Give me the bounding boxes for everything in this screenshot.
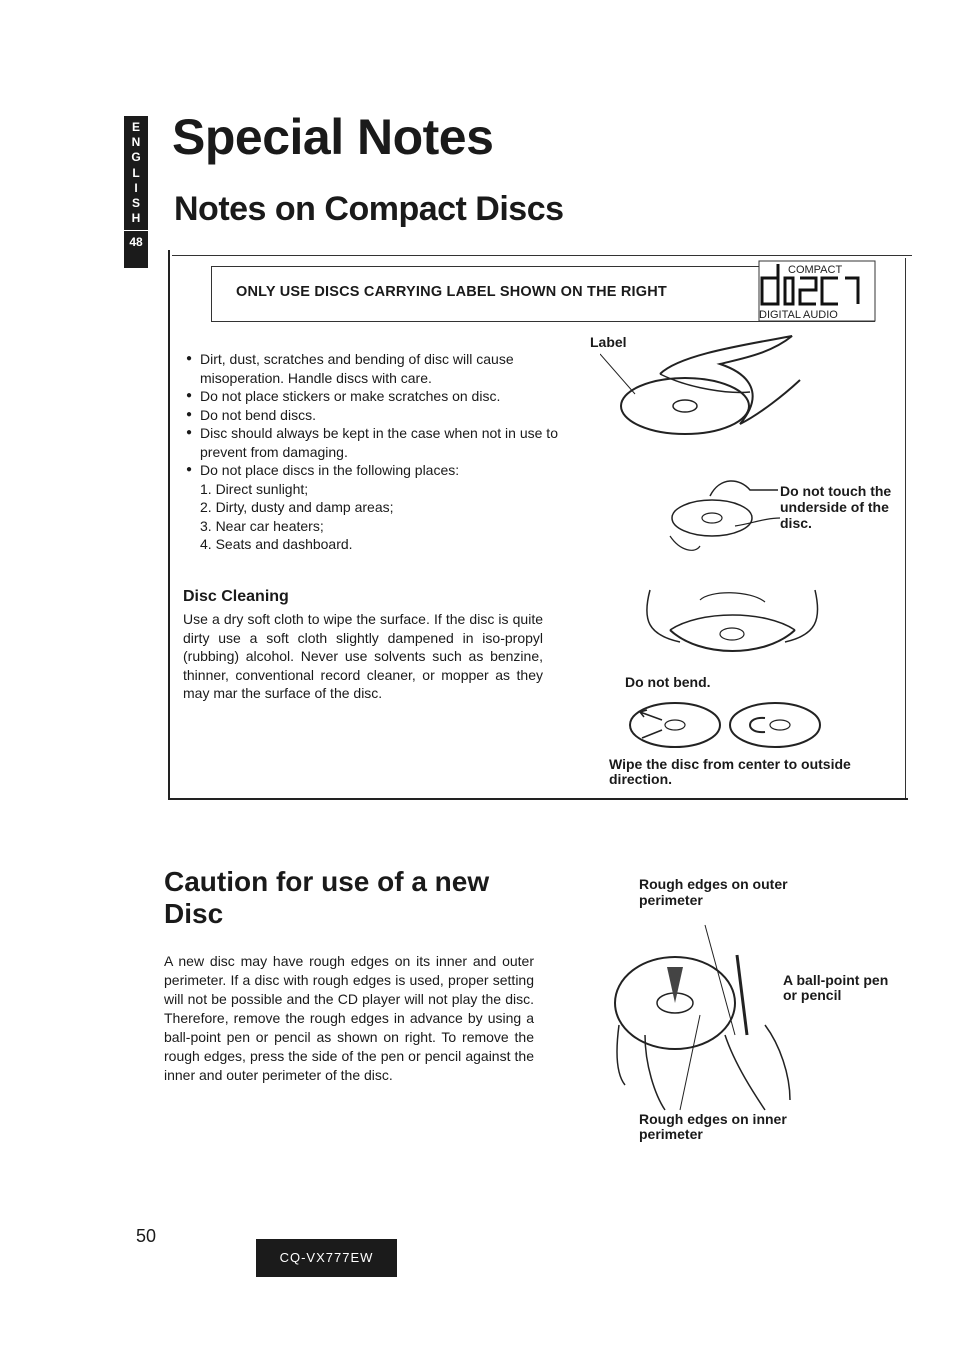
- caution-list: [186, 350, 566, 554]
- place-item: 3. Near car heaters;: [200, 517, 324, 534]
- lang-letter: G: [131, 150, 141, 165]
- logo-top-text: COMPACT: [788, 264, 843, 276]
- wipe-caption: Wipe the disc from center to outside direction.: [609, 756, 851, 787]
- new-disc-title: Caution for use of a new Disc: [164, 866, 490, 929]
- language-tab: [124, 116, 148, 268]
- section-title: Notes on Compact Discs: [174, 190, 564, 228]
- new-disc-text: A new disc may have rough edges on its inner and outer perimeter. If a disc with rough edges is used, proper setting will not be possible and the CD player will not play the disc. Therefore, remove the rough edges in advance by using a ball-point pen or pencil as shown on right. To remove the rough edges, press the side of the pen or pencil against the inner and outer perimeter of the disc.: [164, 953, 534, 1083]
- do-not-touch-caption: Do not touch the underside of the disc.: [780, 483, 892, 531]
- lang-letter: L: [132, 165, 140, 180]
- underside-disc-illustration: [640, 466, 780, 561]
- lang-letter: I: [134, 180, 138, 195]
- label-caption: Label: [590, 334, 627, 350]
- rough-edge-illustration: [605, 915, 805, 1115]
- page-number: 50: [136, 1226, 157, 1246]
- place-item: 2. Dirty, dusty and damp areas;: [200, 499, 394, 515]
- lang-letter: N: [131, 135, 141, 150]
- label-notice-text: ONLY USE DISCS CARRYING LABEL SHOWN ON THE RIGHT: [236, 284, 667, 300]
- pen-caption: A ball-point pen or pencil: [783, 972, 889, 1003]
- list-item: ● Do not bend discs.: [186, 406, 566, 425]
- compact-disc-logo: [758, 260, 876, 322]
- page-title: Special Notes: [172, 109, 494, 165]
- place-item: 4. Seats and dashboard.: [200, 536, 353, 552]
- outer-edge-caption: Rough edges on outer perimeter: [639, 876, 788, 908]
- disc-cleaning-heading: Disc Cleaning: [183, 588, 289, 605]
- list-item: ● Dirt, dust, scratches and bending of disc will cause misoperation. Handle discs with care.: [186, 350, 566, 387]
- bending-disc-illustration: [640, 580, 825, 675]
- lang-letter: H: [131, 211, 141, 226]
- lang-letter: E: [131, 120, 140, 134]
- list-item: ● Disc should always be kept in the case when not in use to prevent from damaging.: [186, 424, 566, 461]
- wipe-direction-illustration: [620, 698, 825, 753]
- logo-bottom-text: DIGITAL AUDIO: [759, 309, 838, 321]
- frame-right-rule: [905, 258, 906, 798]
- disc-hand-illustration: [600, 334, 810, 449]
- model-number: CQ-VX777EW: [256, 1239, 397, 1277]
- inner-edge-caption: Rough edges on inner perimeter: [639, 1111, 787, 1142]
- place-item: 1. Direct sunlight;: [200, 480, 309, 497]
- lang-letter: S: [131, 196, 140, 211]
- section-page-number: 48: [124, 230, 148, 250]
- list-item: ● Do not place discs in the following places:: [186, 461, 566, 480]
- disc-cleaning-text: Use a dry soft cloth to wipe the surface. If the disc is quite dirty use a soft cloth slightly dampened in iso-propyl (rubbing) alcohol. Never use solvents such as benzine, thinner, conventional record cleaner, or mopper as they may mar the surface of the disc.: [183, 611, 543, 702]
- do-not-bend-caption: Do not bend.: [625, 674, 711, 690]
- list-item: ● Do not place stickers or make scratches on disc.: [186, 387, 566, 406]
